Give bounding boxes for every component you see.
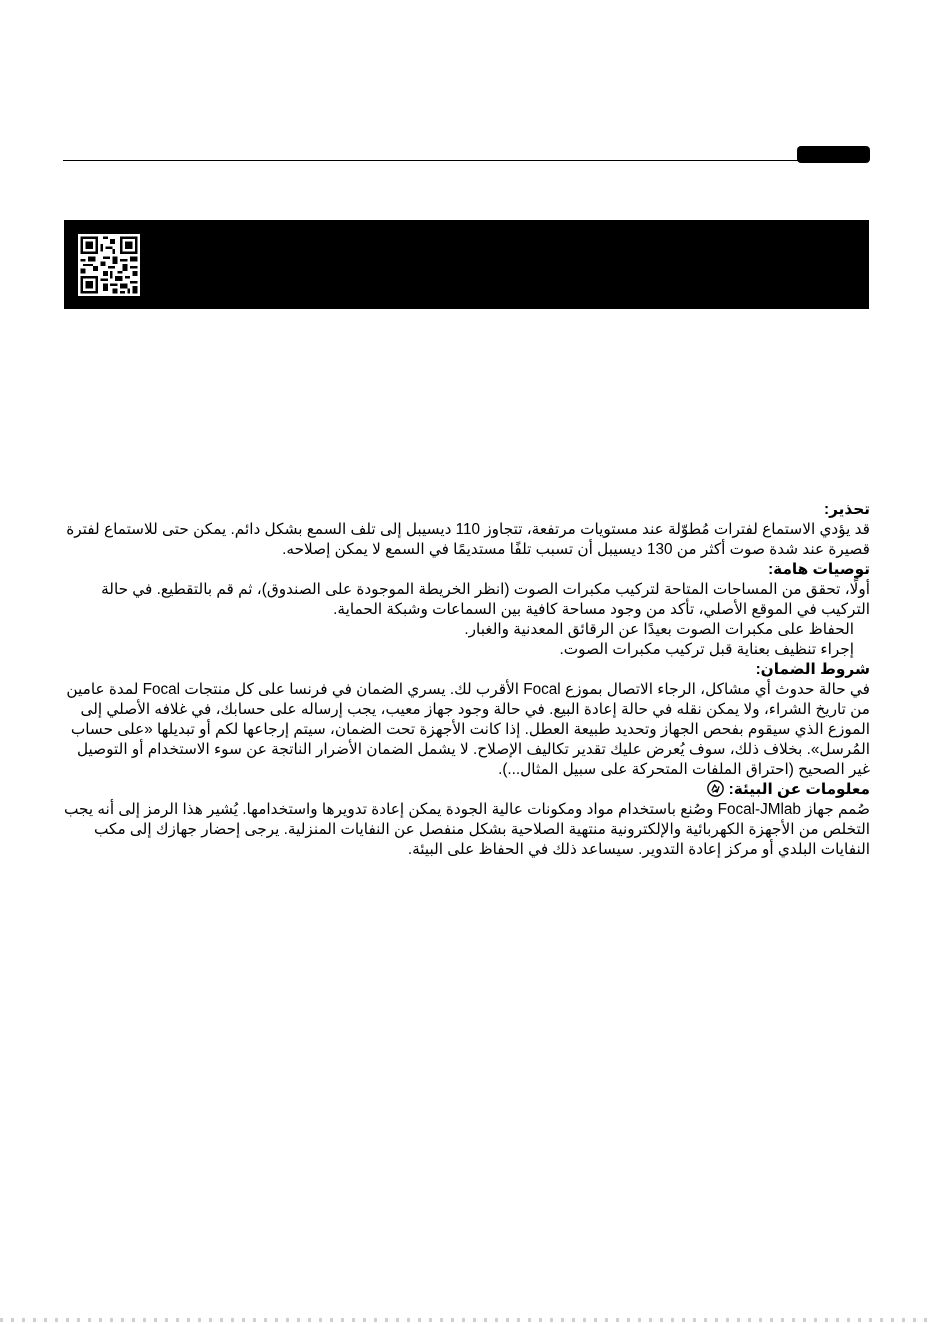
warranty-text: في حالة حدوث أي مشاكل، الرجاء الاتصال بموزع Focal الأقرب لك. يسري الضمان في فرنسا على كل منتجات Focal لمدة عامين من تاريخ الشراء، ولا يمكن نقله في حالة إعادة البيع. في حالة وجود جهاز معيب، يجب إرساله على حسابك، في غلافه الأصلي إلى الموزع الذي سيقوم بفحص الجهاز وتحديد طبيعة العطل. إذا كانت الأجهزة تحت الضمان، سيتم إرجاعها لكم أو تبديلها «على حساب المُرسل». بخلاف ذلك، سوف يُعرض عليك تقدير تكاليف الإصلاح. لا يشمل الضمان الأضرار الناتجة عن سوء الاستخدام أو التوصيل غير الصحيح (احتراق الملفات المتحركة على سبيل المثال...). xyxy=(66,681,870,778)
warning-text: قد يؤدي الاستماع لفترات مُطوّلة عند مستويات مرتفعة، تتجاوز 110 ديسيبل إلى تلف السمع بشكل دائم. يمكن حتى للاستماع لفترة قصيرة عند شدة صوت أكثر من 130 ديسيبل أن تسبب تلفًا مستديمًا في السمع لا يمكن إصلاحه. xyxy=(66,521,870,558)
environment-text: صُمم جهاز Focal-JMlab وصُنع باستخدام مواد ومكونات عالية الجودة يمكن إعادة تدويرها واستخدامها. يُشير هذا الرمز إلى أنه يجب التخلص من الأجهزة الكهربائية والإلكترونية منتهية الصلاحية بشكل منفصل عن النفايات المنزلية. يرجى إحضار جهازك إلى مكب النفايات البلدي أو مركز إعادة التدوير. سيساعد ذلك في الحفاظ على البيئة. xyxy=(63,801,870,858)
arabic-notices xyxy=(62,500,870,860)
page-bottom-edge xyxy=(0,1318,933,1322)
warning-heading: تحذير: xyxy=(824,501,870,518)
recycle-icon xyxy=(707,780,724,797)
environment-heading: معلومات عن البيئة: xyxy=(728,781,870,798)
header-rule xyxy=(63,160,869,161)
list-item: الحفاظ على مكبرات الصوت بعيدًا عن الرقائق المعدنية والغبار. xyxy=(464,621,854,638)
recommendations-heading: توصيات هامة: xyxy=(768,561,870,578)
qr-code-icon[interactable] xyxy=(78,234,140,296)
info-banner xyxy=(64,220,869,309)
warranty-heading: شروط الضمان: xyxy=(755,661,870,678)
recommendations-text: أولًا، تحقق من المساحات المتاحة لتركيب مكبرات الصوت (انظر الخريطة الموجودة على الصندوق)، ثم قم بالتقطيع. في حالة التركيب في الموقع الأصلي، تأكد من وجود مساحة كافية بين السماعات وشبكة الحماية. xyxy=(101,581,870,618)
list-item: إجراء تنظيف بعناية قبل تركيب مكبرات الصوت. xyxy=(559,641,854,658)
recommendations-list xyxy=(62,620,870,660)
environment-heading-row xyxy=(62,780,870,800)
language-tab-marker xyxy=(797,146,870,163)
